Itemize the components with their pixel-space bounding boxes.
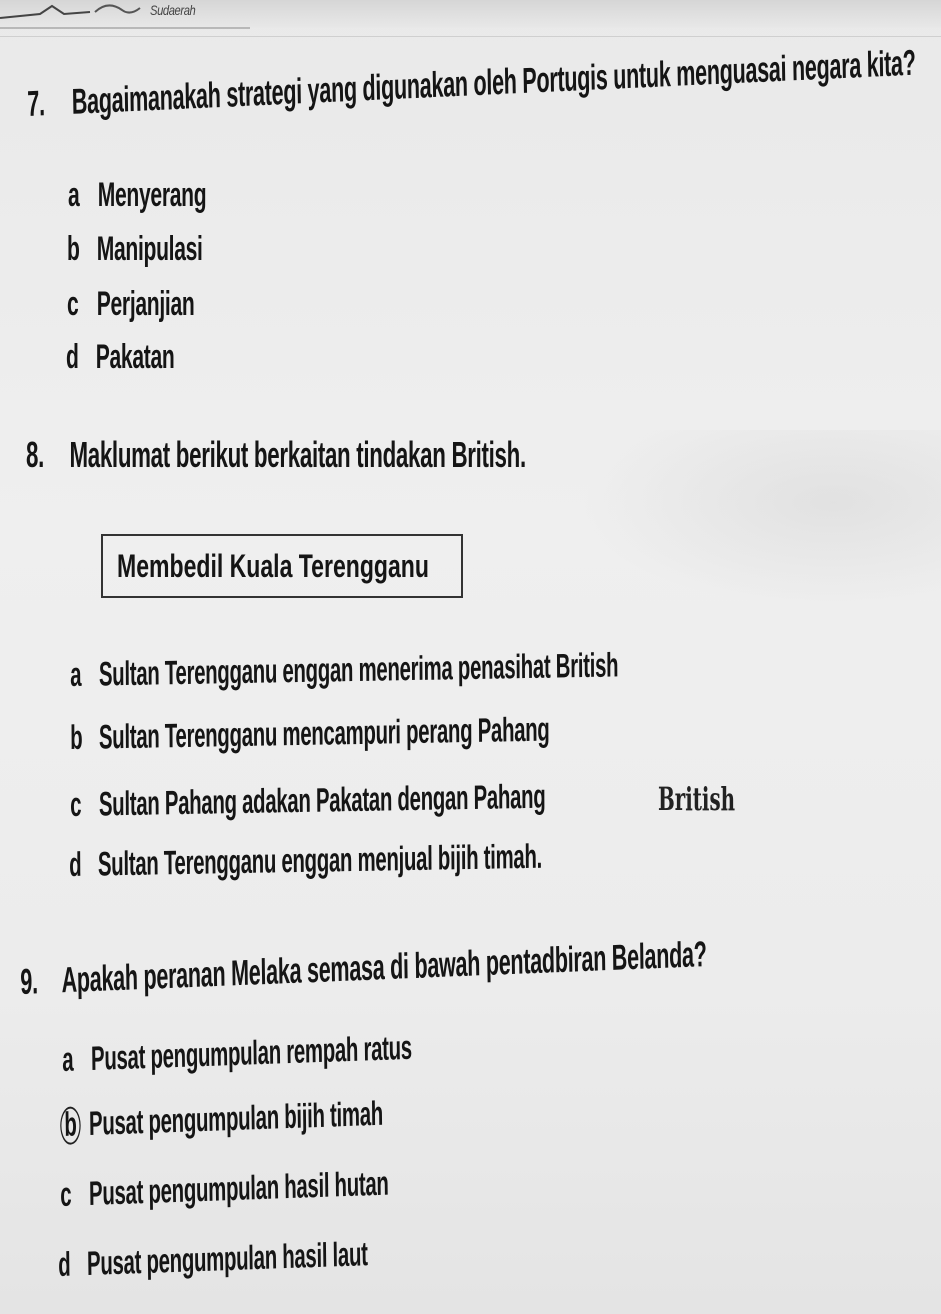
option-7b: [67, 230, 203, 269]
option-letter: d: [58, 1245, 71, 1284]
option-letter: d: [69, 845, 82, 884]
option-8d: [69, 838, 542, 885]
question-text: Bagaimanakah strategi yang digunakan oleh Portugis untuk menguasai negara kita?: [71, 41, 916, 122]
question-text: Apakah peranan Melaka semasa di bawah pentadbiran Belanda?: [61, 933, 707, 1001]
option-7d: [66, 338, 174, 377]
option-9d: [58, 1235, 368, 1285]
option-8b: [70, 711, 550, 758]
option-text: Pusat pengumpulan hasil laut: [86, 1235, 368, 1283]
option-text: Pusat pengumpulan hasil hutan: [88, 1164, 389, 1213]
option-7a: [68, 176, 206, 215]
handwritten-note: British: [658, 780, 736, 818]
divider-line: [0, 36, 941, 37]
option-9c: [60, 1165, 389, 1215]
question-text: Maklumat berikut berkaitan tindakan British.: [69, 434, 526, 475]
option-letter: a: [70, 655, 82, 694]
question-number: 8.: [26, 434, 44, 475]
option-letter: a: [62, 1040, 74, 1079]
option-text: Perjanjian: [96, 285, 195, 323]
pen-scribble: [0, 0, 260, 30]
info-box: [101, 534, 463, 598]
option-8c: [70, 778, 546, 825]
selected-answer-circle: b: [60, 1106, 81, 1145]
question-number: 7.: [27, 82, 46, 124]
option-text: Pusat pengumpulan bijih timah: [88, 1094, 384, 1143]
option-letter: c: [67, 285, 79, 323]
option-letter: a: [68, 176, 80, 214]
question-7: [27, 42, 916, 125]
option-text: Sultan Terengganu enggan menerima penasihat British: [98, 646, 619, 694]
question-8: [26, 434, 526, 476]
option-text: Sultan Terengganu enggan menjual bijih timah.: [97, 837, 543, 884]
option-text: Pakatan: [95, 338, 175, 376]
option-letter: c: [60, 1175, 72, 1214]
paper-shadow: [581, 430, 941, 610]
option-text: Menyerang: [97, 176, 207, 214]
option-8a: [70, 646, 618, 695]
option-letter: b: [67, 230, 80, 268]
option-letter: b: [70, 718, 83, 757]
info-box-text: Membedil Kuala Terengganu: [117, 548, 429, 584]
question-number: 9.: [20, 960, 39, 1002]
question-9: [20, 933, 707, 1003]
option-9b: [60, 1095, 383, 1145]
option-9a: [62, 1029, 412, 1080]
option-letter: d: [66, 338, 79, 376]
option-text: Sultan Terengganu mencampuri perang Pahang: [98, 710, 550, 757]
option-letter: c: [70, 785, 82, 824]
option-text: Manipulasi: [96, 230, 203, 268]
option-text: Pusat pengumpulan rempah ratus: [90, 1028, 413, 1078]
option-text: Sultan Pahang adakan Pakatan dengan Pahang: [98, 777, 546, 824]
header-fragment: Sudaerah: [150, 2, 196, 18]
option-7c: [67, 285, 194, 324]
